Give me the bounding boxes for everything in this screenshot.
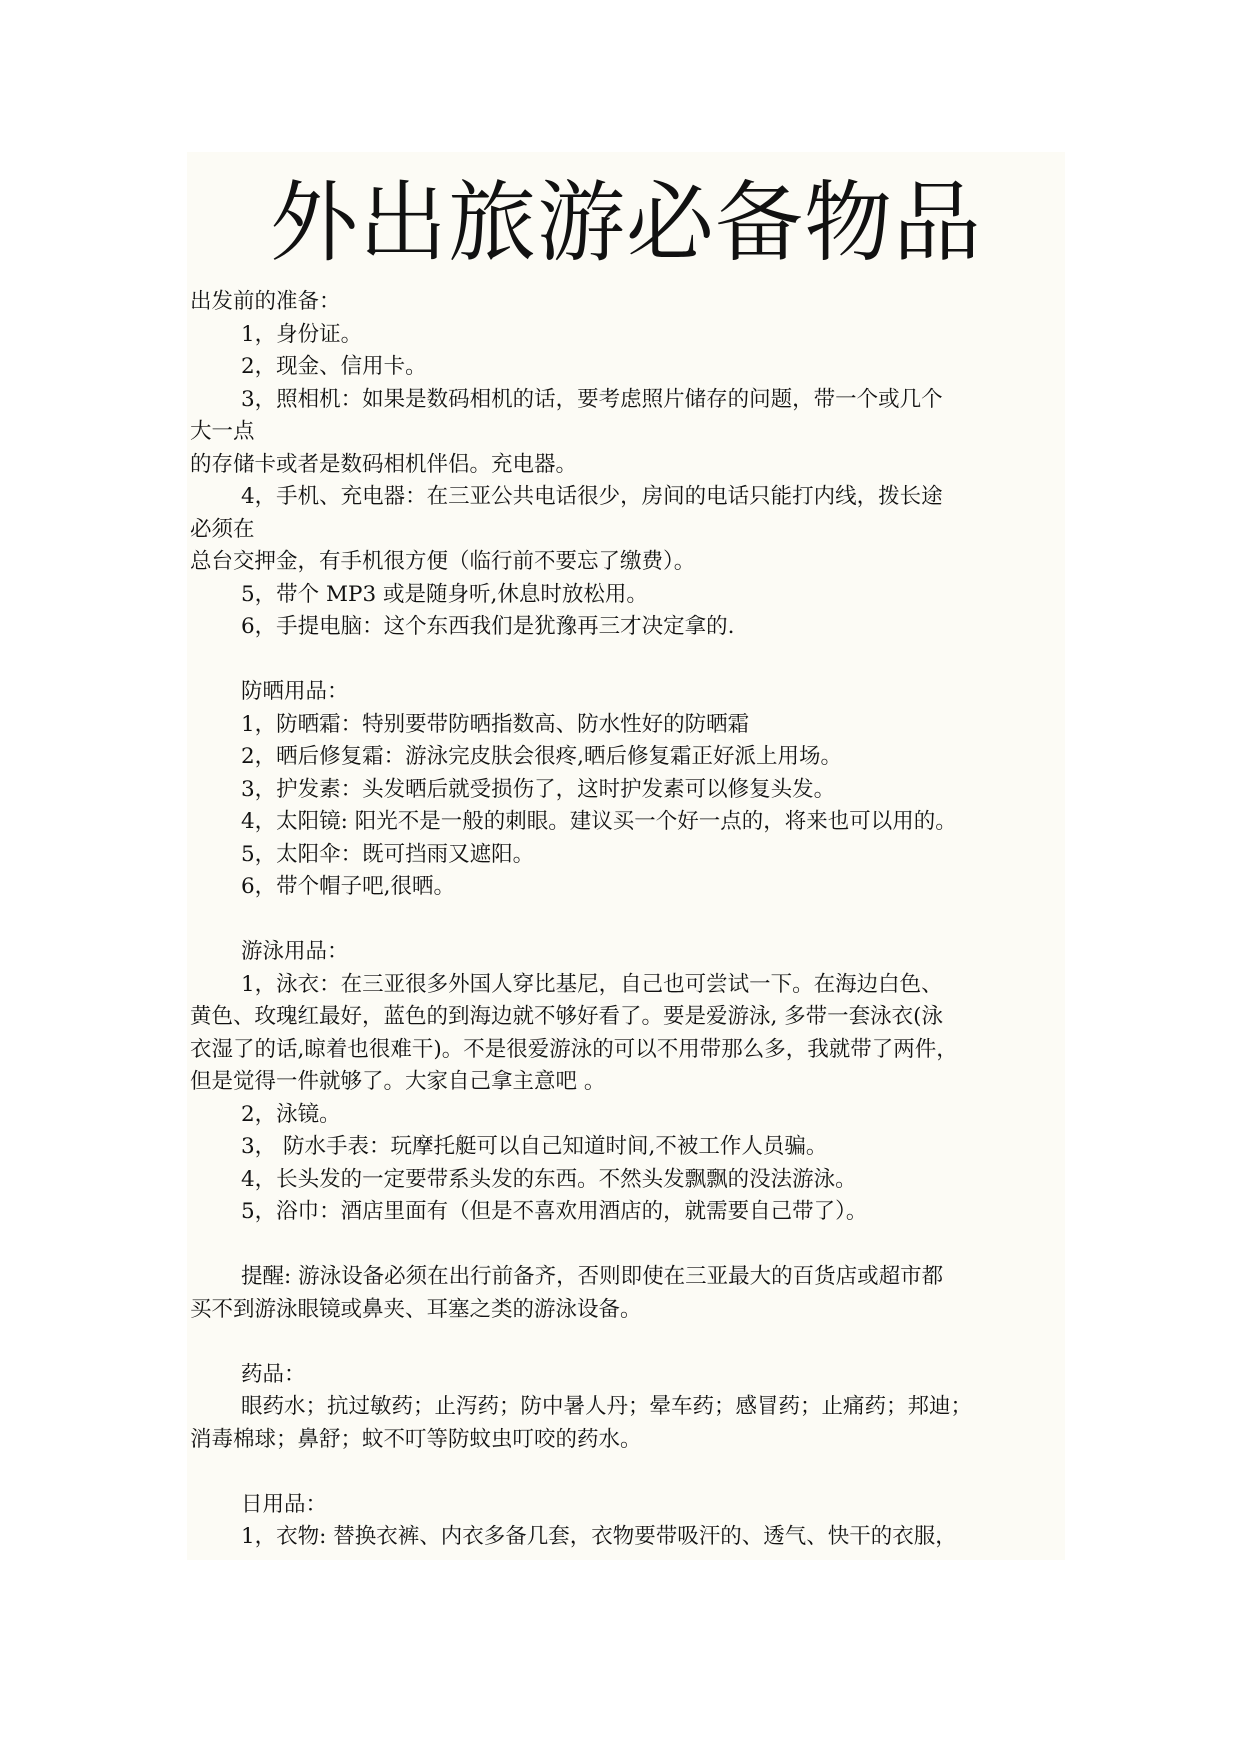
reminder-text: 提醒: 游泳设备必须在出行前备齐，否则即使在三亚最大的百货店或超市都 — [241, 1264, 944, 1289]
paragraph-gap — [190, 644, 1061, 677]
list-item-continuation: 总台交押金，有手机很方便（临行前不要忘了缴费）。 — [190, 549, 696, 574]
section-heading-swim: 游泳用品： — [241, 939, 349, 964]
list-item: 6，带个帽子吧,很晒。 — [241, 874, 456, 899]
paragraph-gap — [190, 1229, 1061, 1262]
list-item: 4，手机、充电器：在三亚公共电话很少，房间的电话只能打内线，拨长途 — [241, 484, 943, 509]
reminder-text-continuation: 买不到游泳眼镜或鼻夹、耳塞之类的游泳设备。 — [190, 1296, 642, 1322]
list-item: 1，防晒霜：特别要带防晒指数高、防水性好的防晒霜 — [241, 711, 750, 737]
list-item-continuation: 必须在 — [190, 516, 255, 542]
list-item: 2，泳镜。 — [241, 1101, 341, 1127]
list-item: 1，身份证。 — [241, 321, 363, 347]
section-heading-sunscreen: 防晒用品： — [241, 679, 349, 704]
medicine-list: 眼药水；抗过敏药；止泻药；防中暑人丹；晕车药；感冒药；止痛药；邦迪； — [241, 1394, 973, 1419]
list-item: 2，现金、信用卡。 — [241, 354, 427, 379]
document-page — [187, 152, 1065, 1560]
list-item: 4，长头发的一定要带系头发的东西。不然头发飘飘的没法游泳。 — [241, 1166, 857, 1192]
list-item: 1，泳衣：在三亚很多外国人穿比基尼，自己也可尝试一下。在海边白色、 — [241, 971, 943, 997]
document-body — [187, 286, 1065, 1554]
section-heading-daily: 日用品： — [241, 1491, 328, 1517]
list-item: 2，晒后修复霜：游泳完皮肤会很疼,晒后修复霜正好派上用场。 — [241, 744, 843, 769]
paragraph-gap — [190, 1456, 1061, 1489]
list-item-continuation: 但是觉得一件就够了。大家自己拿主意吧 。 — [190, 1069, 606, 1094]
paragraph-gap — [190, 904, 1061, 937]
list-item: 6，手提电脑：这个东西我们是犹豫再三才决定拿的. — [241, 614, 735, 639]
paragraph-gap — [190, 1326, 1061, 1359]
section-heading-medicine: 药品： — [241, 1361, 306, 1387]
list-item-continuation: 黄色、玫瑰红最好，蓝色的到海边就不够好看了。要是爱游泳, 多带一套泳衣(泳 — [190, 1004, 944, 1029]
document-title: 外出旅游必备物品 — [269, 171, 982, 274]
section-heading-prep: 出发前的准备： — [190, 289, 341, 314]
list-item: 4，太阳镜: 阳光不是一般的刺眼。建议买一个好一点的，将来也可以用的。 — [241, 809, 957, 834]
list-item: 3， 防水手表：玩摩托艇可以自己知道时间,不被工作人员骗。 — [241, 1134, 828, 1159]
list-item: 5，太阳伞：既可挡雨又遮阳。 — [241, 841, 535, 867]
list-item: 3，护发素：头发晒后就受损伤了，这时护发素可以修复头发。 — [241, 776, 836, 802]
list-item-continuation: 衣湿了的话,晾着也很难干)。不是很爱游泳的可以不用带那么多，我就带了两件， — [190, 1036, 958, 1062]
list-item: 1，衣物: 替换衣裤、内衣多备几套，衣物要带吸汗的、透气、快干的衣服， — [241, 1524, 957, 1549]
list-item: 5，带个 MP3 或是随身听,休息时放松用。 — [241, 581, 648, 607]
list-item: 5，浴巾：酒店里面有（但是不喜欢用酒店的，就需要自己带了）。 — [241, 1199, 868, 1224]
medicine-list-continuation: 消毒棉球；鼻舒；蚊不叮等防蚊虫叮咬的药水。 — [190, 1426, 642, 1452]
list-item-continuation: 的存储卡或者是数码相机伴侣。充电器。 — [190, 451, 578, 477]
list-item: 3，照相机：如果是数码相机的话，要考虑照片储存的问题，带一个或几个 — [241, 386, 943, 412]
list-item-continuation: 大一点 — [190, 419, 255, 444]
